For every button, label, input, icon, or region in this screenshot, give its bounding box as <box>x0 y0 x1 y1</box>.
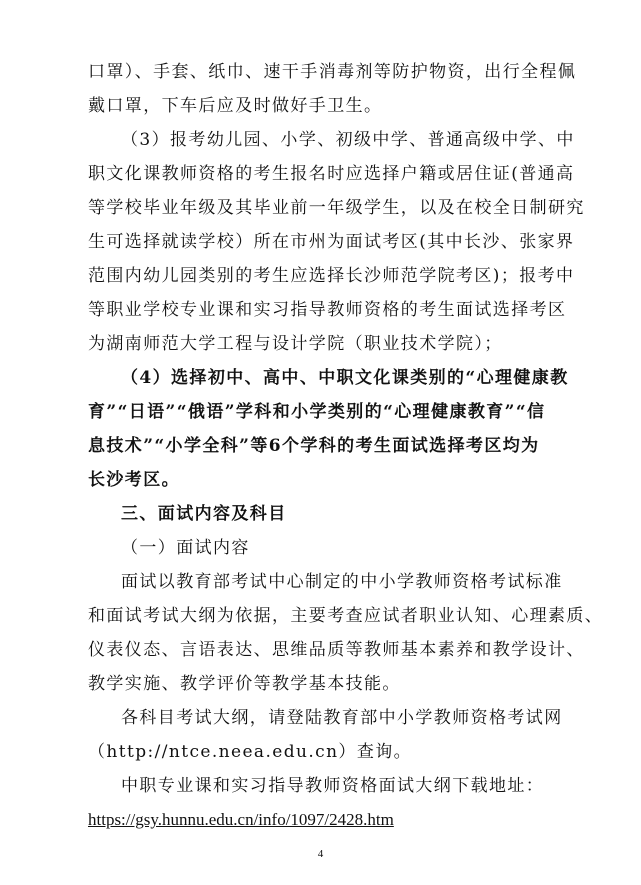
paragraph-line: 生可选择就读学校）所在市州为面试考区(其中长沙、张家界 <box>88 232 575 252</box>
ntce-url-line: （http://ntce.neea.edu.cn）查询。 <box>88 742 413 762</box>
paragraph-line: 教学实施、教学评价等教学基本技能。 <box>88 674 401 694</box>
paragraph-line: 等职业学校专业课和实习指导教师资格的考生面试选择考区 <box>88 300 567 320</box>
subsection-heading: （一）面试内容 <box>121 538 250 558</box>
bold-paragraph-line: 育”“日语”“俄语”学科和小学类别的“心理健康教育”“信 <box>88 402 546 422</box>
paragraph-line: 中职专业课和实习指导教师资格面试大纲下载地址： <box>121 776 545 796</box>
paragraph-line: 仪表仪态、言语表达、思维品质等教师基本素养和教学设计、 <box>88 640 585 660</box>
paragraph-line: 口罩）、手套、纸巾、速干手消毒剂等防护物资，出行全程佩 <box>88 62 577 82</box>
paragraph-line: 等学校毕业年级及其毕业前一年级学生，以及在校全日制研究 <box>88 198 585 218</box>
paragraph-line: 范围内幼儿园类别的考生应选择长沙师范学院考区)；报考中 <box>88 266 575 286</box>
paragraph-line: （3）报考幼儿园、小学、初级中学、普通高级中学、中 <box>121 130 575 150</box>
paragraph-line: 为湖南师范大学工程与设计学院（职业技术学院）； <box>88 334 503 354</box>
page-number: 4 <box>317 848 324 860</box>
bold-paragraph-line: 长沙考区。 <box>88 470 180 490</box>
paragraph-line: 和面试考试大纲为依据，主要考查应试者职业认知、心理素质、 <box>88 606 604 626</box>
paragraph-line: 戴口罩，下车后应及时做好手卫生。 <box>88 96 383 116</box>
bold-paragraph-line: 息技术”“小学全科”等6个学科的考生面试选择考区均为 <box>88 436 540 456</box>
section-heading: 三、面试内容及科目 <box>121 504 287 524</box>
paragraph-line: 各科目考试大纲，请登陆教育部中小学教师资格考试网 <box>121 708 563 728</box>
download-link[interactable]: https://gsy.hunnu.edu.cn/info/1097/2428.htm <box>88 810 394 829</box>
paragraph-line: 职文化课教师资格的考生报名时应选择户籍或居住证(普通高 <box>88 164 575 184</box>
bold-paragraph-line: （4）选择初中、高中、中职文化课类别的“心理健康教 <box>121 368 569 388</box>
paragraph-line: 面试以教育部考试中心制定的中小学教师资格考试标准 <box>121 572 563 592</box>
